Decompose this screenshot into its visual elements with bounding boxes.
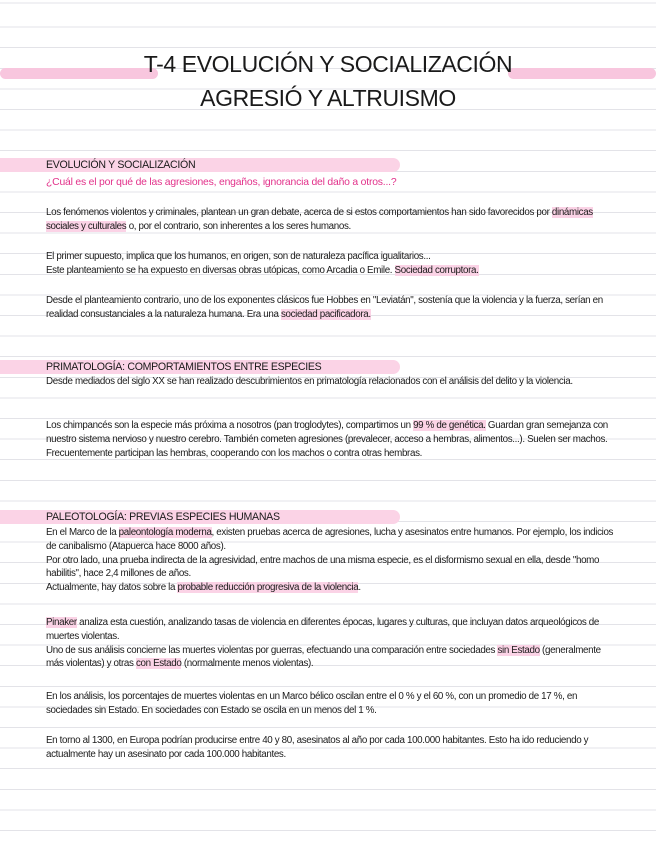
section3-p1-text-a: En el Marco de la — [46, 527, 119, 538]
section2-p2-text-a: Los chimpancés son la especie más próxima a nosotros (pan troglodytes), compartimos un — [46, 420, 414, 431]
section1-paragraph-2 — [46, 250, 614, 278]
section1-p2-line2-text: Este planteamiento se ha expuesto en diversas obras utópicas, como Arcadia o Emile. — [46, 264, 395, 276]
section3-p2-author-highlight: Pinaker — [46, 617, 77, 628]
section1-p1-text-a: Los fenómenos violentos y criminales, plantean un gran debate, acerca de si estos comportamientos han sido favorecidos por — [46, 207, 552, 218]
section1-p2-line1: El primer supuesto, implica que los humanos, en origen, son de naturaleza pacífica igualitarios... — [46, 251, 431, 262]
section3-p1-line2: Por otro lado, una prueba indirecta de la agresividad, entre machos de una misma especie, es el disformismo sexual en ella, desde "homo habilitis", hace 2,4 millones de años. — [46, 554, 600, 580]
section2-heading: PRIMATOLOGÍA: COMPORTAMIENTOS ENTRE ESPECIES — [46, 361, 322, 373]
section2-p2-highlight: 99 % de genética. — [413, 420, 486, 431]
section3-p1-highlight-1: paleontología moderna — [118, 527, 212, 538]
page-title-line1: T-4 EVOLUCIÓN Y SOCIALIZACIÓN — [143, 51, 513, 77]
section3-p2-highlight-sin-estado: sin Estado — [497, 644, 540, 656]
section3-p1-line3-text: Actualmente, hay datos sobre la — [46, 582, 178, 594]
section3-paragraph-3: En los análisis, los porcentajes de muertes violentas en un Marco bélico oscilan entre el 0 % y el 60 %, con un promedio de 17 %, en sociedades sin Estado. En sociedades con Estado se oscila en un menos del 1 %. — [46, 691, 578, 716]
section1-heading: EVOLUCIÓN Y SOCIALIZACIÓN — [46, 159, 196, 171]
section2-paragraph-1: Desde mediados del siglo XX se han realizado descubrimientos en primatología relacionados con el análisis del delito y la violencia. — [46, 376, 573, 387]
section3-heading: PALEOTOLOGÍA: PREVIAS ESPECIES HUMANAS — [46, 511, 280, 523]
section3-paragraph-2 — [46, 616, 614, 671]
section1-paragraph-1 — [46, 206, 614, 234]
section3-p2-highlight-con-estado: con Estado — [135, 658, 182, 670]
section1-question: ¿Cuál es el por qué de las agresiones, engaños, ignorancia del daño a otros...? — [46, 177, 397, 188]
section3-paragraph-4: En torno al 1300, en Europa podrían producirse entre 40 y 80, asesinatos al año por cada 100.000 habitantes. Esto ha ido reduciendo y actualmente hay un asesinato por cada 100.000 habitantes. — [46, 735, 589, 760]
section1-p1-text-b: o, por el contrario, son inherentes a los seres humanos. — [126, 220, 351, 232]
section3-p2-line1-text: analiza esta cuestión, analizando tasas de violencia en diferentes épocas, lugares y culturas, que incluyan datos arqueológicos de muertes violentas. — [46, 617, 599, 642]
section3-p1-line3-end: . — [358, 582, 361, 594]
section1-p1-highlight: dinámicas sociales y culturales — [46, 207, 593, 232]
section1-p2-highlight: Sociedad corruptora. — [394, 264, 479, 276]
section3-p1-highlight-2: probable reducción progresiva de la violencia — [177, 582, 359, 594]
section2-p2-text-b: Guardan gran semejanza con nuestro sistema nervioso y nuestro cerebro. También cometen agresiones (prevalecer, acceso a hembras, alimentos...). Suelen ser machos. Frecuentemente participan las hembras, cooperando con los machos o contra otras hembras. — [46, 420, 608, 459]
section3-p1-text-b: , existen pruebas acerca de agresiones, lucha y asesinatos entre humanos. Por ejemplo, los indicios de canibalismo (Atapuerca hace 8000 años). — [46, 527, 614, 552]
section3-p2-line2-text-c: (normalmente menos violentas). — [181, 658, 314, 670]
section3-p2-line2-text-b: (generalmente más violentas) y otras — [46, 644, 601, 670]
section1-p3-text: Desde el planteamiento contrario, uno de los exponentes clásicos fue Hobbes en "Leviatán", sostenía que la violencia y la fuerza, serían en realidad consustanciales a la naturaleza humana. Era una — [46, 295, 603, 320]
section3-paragraph-1 — [46, 526, 614, 595]
section3-p2-line2-text-a: Uno de sus análisis concierne las muertes violentas por guerras, efectuando una comparación entre sociedades — [46, 644, 498, 656]
section2-paragraph-2 — [46, 419, 614, 460]
page-title-line2: AGRESIÓ Y ALTRUISMO — [200, 85, 456, 111]
section1-paragraph-3 — [46, 294, 614, 322]
section1-p3-highlight: sociedad pacificadora. — [280, 308, 371, 320]
